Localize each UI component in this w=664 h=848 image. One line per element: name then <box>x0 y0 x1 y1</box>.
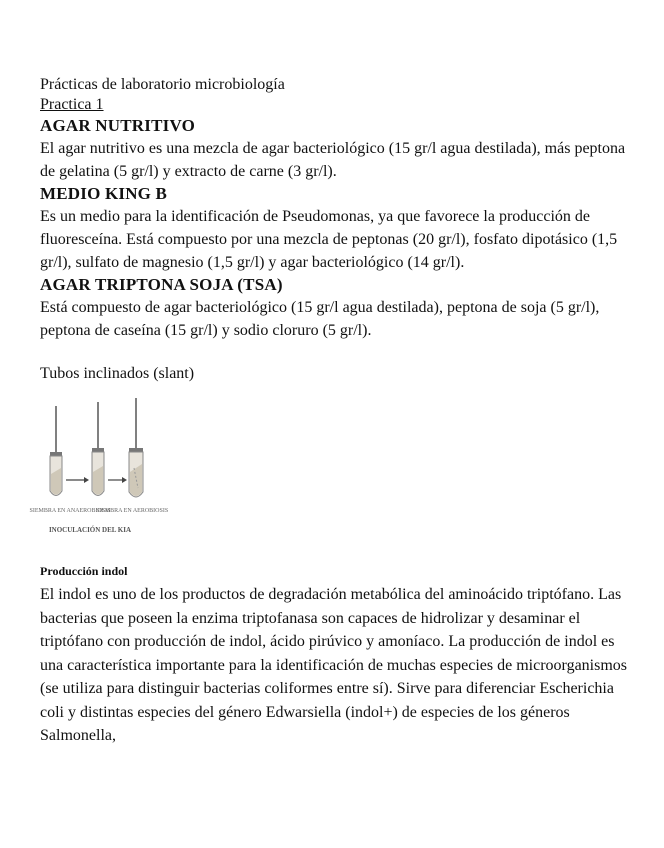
section-heading-agar-nutritivo: AGAR NUTRITIVO <box>40 116 196 135</box>
section-heading-medio-king-b: MEDIO KING B <box>40 184 168 203</box>
figure-caption: INOCULACIÓN DEL KIA <box>48 526 132 534</box>
indol-body: El indol es uno de los productos de degradación metabólica del aminoácido triptófano. Las bacterias que poseen la enzima triptofanasa son capaces de hidrolizar y desaminar el triptófano con producción de indol, ácido pirúvico y amoníaco. La producción de indol es una característica importante para la identificación de muchas especies de microorganismos (se utiliza para distinguir bacterias coliformes entre sí). Sirve para diferenciar Escherichia coli y distintas especies del género Edwarsiella (indol+) de especies de los géneros Salmonella, <box>40 586 628 744</box>
section-heading-tsa: AGAR TRIPTONA SOJA (TSA) <box>40 275 283 294</box>
tubes-title: Tubos inclinados (slant) <box>40 365 195 382</box>
figure-label-anaerobiosis: SIEMBRA EN ANAEROBIOSIS <box>29 508 111 514</box>
section-body-medio-king-b: Es un medio para la identificación de Pseudomonas, ya que favorece la producción de fluoresceína. Está compuesto por una mezcla de peptonas (20 gr/l), fosfato dipotásico (1,5 gr/l), sulfato de magnesio (1,5 gr/l) y agar bacteriológico (14 gr/l). <box>40 208 618 271</box>
tube-3 <box>129 398 143 497</box>
kia-tubes-illustration <box>29 396 170 546</box>
section-body-tsa: Está compuesto de agar bacteriológico (15 gr/l agua destilada), peptona de soja (5 gr/l), peptona de caseína (15 gr/l) y sodio cloruro (5 gr/l). <box>40 299 600 339</box>
section-body-agar-nutritivo: El agar nutritivo es una mezcla de agar bacteriológico (15 gr/l agua destilada), más peptona de gelatina (5 gr/l) y extracto de carne (3 gr/l). <box>40 140 626 180</box>
spacer <box>40 342 630 364</box>
arrow-2 <box>108 477 127 483</box>
tube-2 <box>92 402 104 496</box>
tube-1 <box>50 406 62 496</box>
document-content <box>29 75 630 748</box>
kia-inoculation-figure <box>29 396 170 546</box>
indol-heading: Producción indol <box>40 564 128 578</box>
figure-label-aerobiosis: SIEMBRA EN AEROBIOSIS <box>95 508 169 514</box>
document-title: Prácticas de laboratorio microbiología <box>40 76 285 93</box>
arrow-1 <box>66 477 89 483</box>
practice-label: Practica 1 <box>40 96 104 113</box>
